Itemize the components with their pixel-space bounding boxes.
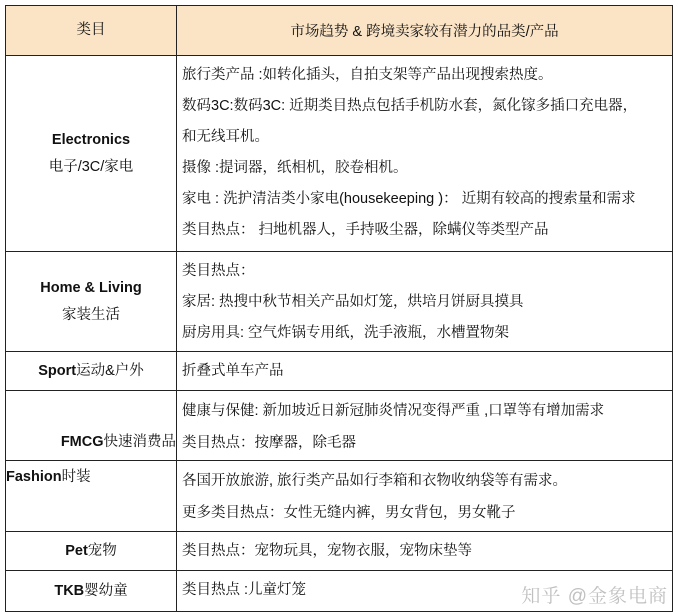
watermark: 知乎 @金象电商 [521, 586, 668, 607]
trend-line: 各国开放旅游, 旅行类产品如行李箱和衣物收纳袋等有需求。 [182, 473, 568, 489]
category-cell [6, 252, 177, 351]
category-cn: 电子/3C/家电 [48, 158, 134, 175]
category-en: Fashion [6, 469, 62, 485]
table-row [6, 532, 672, 571]
trend-line: 类目热点：按摩器，除毛器 [182, 435, 356, 451]
trend-cell [177, 252, 672, 351]
trend-cell [177, 56, 672, 251]
category-en: Pet [65, 542, 88, 559]
category-cn: 婴幼童 [84, 582, 128, 599]
trend-line: 更多类目热点：女性无缝内裤，男女背包，男女靴子 [182, 505, 516, 521]
table-header [6, 6, 672, 56]
trend-cell [177, 391, 672, 460]
trend-line: 折叠式单车产品 [182, 363, 284, 379]
category-cell [6, 571, 177, 611]
category-cell [6, 532, 177, 570]
table-row [6, 252, 672, 352]
category-en: Home & Living [40, 279, 142, 296]
category-cn: 宠物 [87, 542, 117, 559]
table-row [6, 461, 672, 532]
trend-line: 健康与保健: 新加坡近日新冠肺炎情况变得严重 ,口罩等有增加需求 [182, 403, 605, 419]
trend-line: 类目热点： [182, 263, 255, 279]
trend-line: 家居: 热搜中秋节相关产品如灯笼，烘培月饼厨具摸具 [182, 294, 524, 310]
trend-cell [177, 352, 672, 390]
category-table [5, 5, 673, 612]
category-cn: 时装 [61, 469, 91, 485]
category-cn: 运动&户外 [76, 362, 144, 379]
category-cell [6, 56, 177, 251]
category-cn: 快速消费品 [103, 434, 176, 450]
trend-line: 类目热点：宠物玩具，宠物衣服，宠物床垫等 [182, 543, 472, 559]
trend-line: 厨房用具: 空气炸锅专用纸，洗手液瓶，水槽置物架 [182, 325, 510, 341]
category-cell [6, 461, 177, 531]
trend-line: 家电 : 洗护清洁类小家电(housekeeping )： 近期有较高的搜索量和需求 [182, 191, 636, 207]
table-row [6, 391, 672, 461]
category-cell [6, 391, 177, 460]
category-cell [6, 352, 177, 390]
category-cn: 家装生活 [62, 306, 120, 323]
trend-line: 旅行类产品 :如转化插头，自拍支架等产品出现搜索热度。 [182, 67, 553, 83]
trend-line: 数码3C:数码3C: 近期类目热点包括手机防水套，氮化镓多插口充电器， [182, 98, 638, 114]
trend-cell [177, 532, 672, 570]
category-en: Electronics [51, 131, 131, 148]
header-category: 类目 [6, 6, 177, 55]
category-en: TKB [54, 582, 85, 599]
category-en: Sport [38, 362, 77, 379]
category-en: FMCG [60, 434, 104, 450]
table-row [6, 56, 672, 252]
header-trends: 市场趋势 & 跨境卖家较有潜力的品类/产品 [290, 24, 559, 40]
trend-line: 摄像 :提词器，纸相机，胶卷相机。 [182, 160, 408, 176]
trend-line: 类目热点 :儿童灯笼 [182, 582, 307, 598]
table-row [6, 352, 672, 391]
trend-line: 和无线耳机。 [182, 129, 269, 145]
trend-line: 类目热点： 扫地机器人，手持吸尘器，除螨仪等类型产品 [182, 222, 549, 238]
trend-cell [177, 461, 672, 531]
